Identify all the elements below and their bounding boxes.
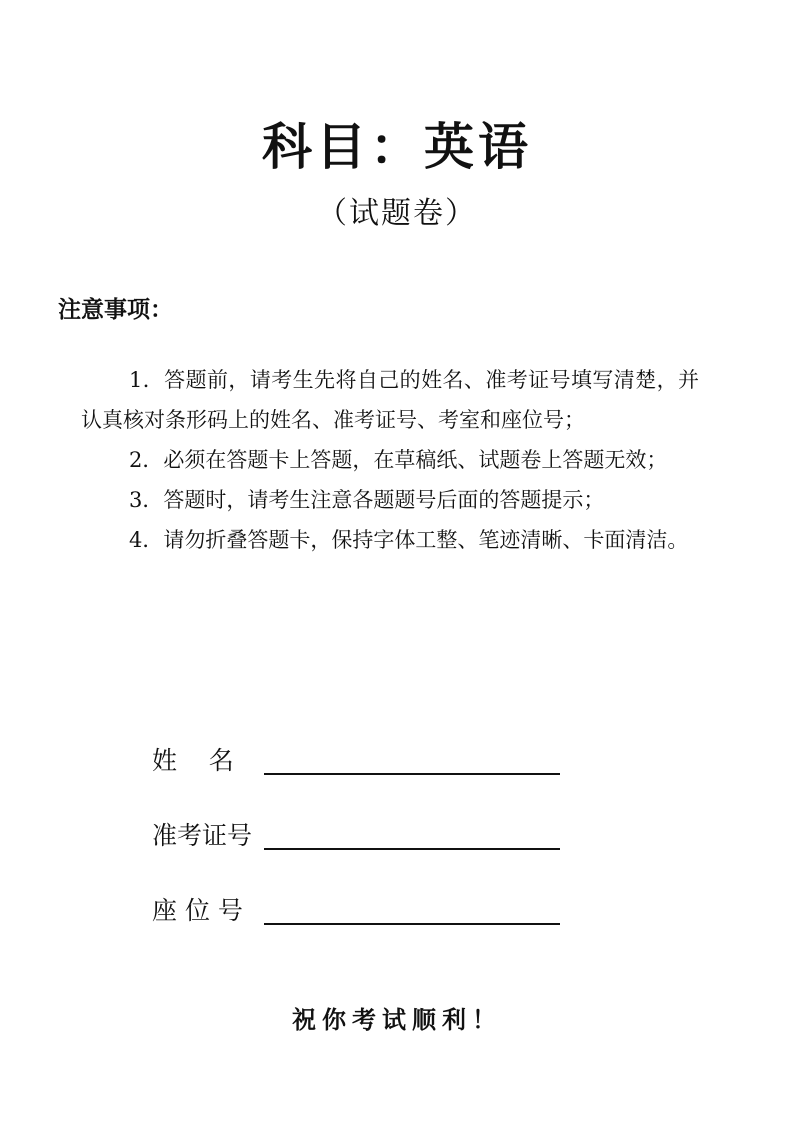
name-field: [152, 738, 560, 778]
seat-blank-line: [264, 923, 560, 925]
seat-field: [152, 888, 560, 928]
notice-item-2: 2．必须在答题卡上答题，在草稿纸、试题卷上答题无效；: [129, 448, 668, 472]
exam-id-field: [152, 813, 560, 853]
notice-heading: 注意事项：: [58, 297, 173, 323]
good-luck-message: 祝你考试顺利！: [292, 1006, 502, 1034]
name-blank-line: [264, 773, 560, 775]
candidate-info-fields: [152, 738, 560, 963]
exam-id-blank-line: [264, 848, 560, 850]
notice-list: [81, 360, 699, 560]
notice-item-1: 1．答题前，请考生先将自己的姓名、准考证号填写清楚，并认真核对条形码上的姓名、准考证号、考室和座位号；: [81, 368, 699, 432]
exam-id-label: 准考证号: [152, 821, 253, 850]
notice-item-3: 3．答题时，请考生注意各题题号后面的答题提示；: [129, 488, 605, 512]
seat-label: 座 位 号: [152, 896, 243, 925]
exam-subject-title: 科目：英语: [262, 118, 532, 176]
name-label: 姓 名: [152, 746, 234, 775]
notice-item-4: 4．请勿折叠答题卡，保持字体工整、笔迹清晰、卡面清洁。: [129, 528, 689, 552]
paper-type-subtitle: （试题卷）: [317, 196, 477, 231]
